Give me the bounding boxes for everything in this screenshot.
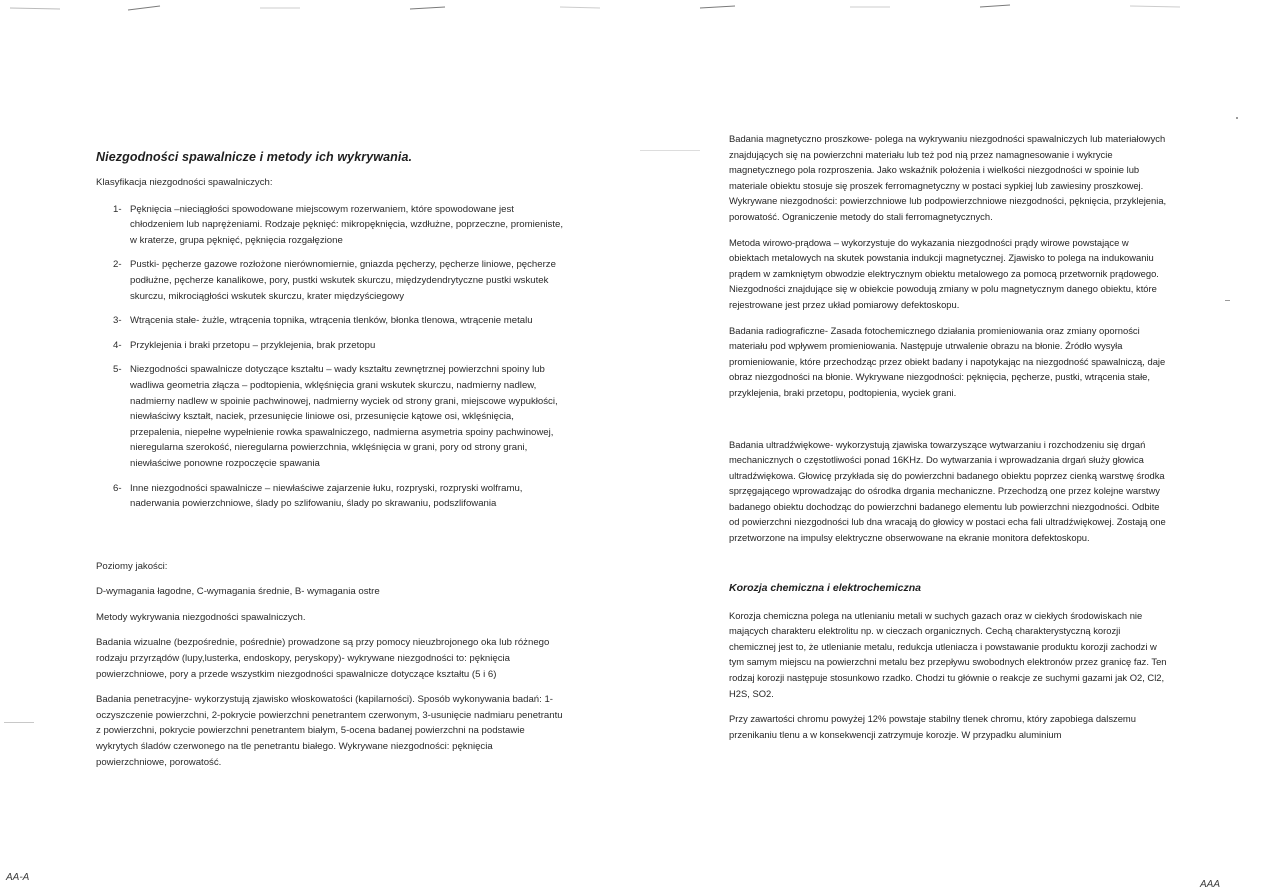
left-page-number: AA-A xyxy=(6,872,30,883)
list-item xyxy=(96,202,566,249)
document-title: Niezgodności spawalnicze i metody ich wykrywania. xyxy=(96,150,413,164)
list-item xyxy=(96,362,566,471)
scan-edge-marks xyxy=(0,0,1267,20)
classification-intro: Klasyfikacja niezgodności spawalniczych: xyxy=(96,177,273,188)
list-item-text: Niezgodności spawalnicze dotyczące kształtu – wady kształtu zewnętrznej powierzchni spoiny lub wadliwa geometria złącza – podtopienia, wklęśnięcia grani wskutek skurczu, nadmierny nadlew, nadmierny nadlew w spoinie pachwinowej, nadmierny wyciek od strony grani, miejscowe wypukłości, niewłaściwy kształt, naciek, przesunięcie liniowe osi, przesunięcie kątowe osi, wklęśnięcia, przepalenia, niepełne wypełnienie rowka spawalniczego, nadmierna asymetria spoiny pachwinowej, nieregularna szerokość, nieregularna powierzchnia, wklęśnięcia w grani, pory od strony grani, niewłaściwe ponowne rozpoczęcie spawania xyxy=(130,364,558,469)
list-item-number: 5- xyxy=(113,364,122,376)
magnetic-tests-paragraph: Badania magnetyczno proszkowe- polega na wykrywaniu niezgodności spawalniczych lub materiałowych znajdujących się na powierzchni materiału lub też pod nią przez namagnesowanie i wykrycie magnetycznego pola rozproszenia. Jako wskaźnik położenia i wielkości niezgodności w spoinie lub materiale obiektu stosuje się proszek ferromagnetyczny w postaci sypkiej lub zawiesiny proszkowej. Wykrywane niezgodności: powierzchniowe lub podpowierzchniowe niezgodności, pęknięcia, przyklejenia, porowatość. Ograniczenie metody do stali ferromagnetycznych. xyxy=(729,133,1167,222)
list-item-text: Wtrącenia stałe- żużle, wtrącenia topnika, wtrącenia tlenków, błonka tlenowa, wtrącenie metalu xyxy=(130,315,533,327)
scan-speck xyxy=(4,722,34,723)
chromium-paragraph: Przy zawartości chromu powyżej 12% powstaje stabilny tlenek chromu, który zapobiega dalszemu przenikaniu tlenu a w konsekwencji zatrzymuje korozje. W przypadku aluminium xyxy=(729,713,1136,740)
list-item-text: Przyklejenia i braki przetopu – przyklejenia, brak przetopu xyxy=(130,339,376,351)
eddy-current-paragraph: Metoda wirowo-prądowa – wykorzystuje do wykazania niezgodności prądy wirowe powstające w obiektach metalowych na skutek powstania indukcji magnetycznej. Zjawisko to polega na indukowaniu prądem w zamkniętym obwodzie elektrycznym obiektu metalowego za pomocą przetwornik prądowego. Niezgodności znajdujące się w obiekcie powodują zmiany w polu magnetycznym danego obiektu, które rejestrowane jest przez układ pomiarowy defektoskopu. xyxy=(729,236,1159,310)
list-item-number: 1- xyxy=(113,203,122,215)
methods-heading: Metody wykrywania niezgodności spawalniczych. xyxy=(96,611,306,623)
list-item-number: 3- xyxy=(113,315,122,327)
quality-levels-heading: Poziomy jakości: xyxy=(96,560,168,572)
defect-classification-list xyxy=(96,202,566,512)
right-page xyxy=(729,131,1169,742)
ultrasonic-paragraph: Badania ultradźwiękowe- wykorzystują zjawiska towarzyszące wytwarzaniu i rozchodzeniu się drgań mechanicznych o częstotliwości ponad 16KHz. Do wytwarzania i wprowadzania drgań służy głowica ultradźwiękowa. Głowicę przykłada się do powierzchni badanego obiektu poprzez cienką warstwę środka sprzęgającego wprowadzając do ośrodka drgania mechaniczne. Przechodzą one przez kolejne warstwy badanego obiektu dochodząc do powierzchni badanego elementu lub powierzchni niezgodności. Odbite od powierzchni niezgodności lub dna wracają do głowicy w postaci echa fali ultradźwiękowej. Zostają one przetworzone na impulsy elektryczne obserwowane na ekranie monitora defektoskopu. xyxy=(729,438,1166,544)
right-page-number: AAA xyxy=(1200,879,1221,890)
list-item xyxy=(96,338,566,354)
corrosion-section-title: Korozja chemiczna i elektrochemiczna xyxy=(729,581,921,594)
scan-speck xyxy=(640,150,700,151)
list-item xyxy=(96,481,566,512)
radiographic-paragraph: Badania radiograficzne- Zasada fotochemicznego działania promieniowania oraz zmiany oporności materiału pod wpływem promieniowania. Następuje utrwalenie obrazu na błonie. Źródło wysyła promieniowanie, które przechodząc przez obiekt badany i napotykając na niezgodność spawalniczą, daje obraz niezgodności na błonie. Wykrywane niezgodności: pęknięcia, pęcherze, pustki, wtrącenia stałe, przyklejenia, braki przetopu, podtopienia, wyciek grani. xyxy=(729,324,1166,398)
quality-levels-text: D-wymagania łagodne, C-wymagania średnie, B- wymagania ostre xyxy=(96,586,380,598)
list-item xyxy=(96,257,566,304)
scan-speck xyxy=(1236,117,1238,119)
list-item-number: 4- xyxy=(113,339,122,351)
visual-tests-paragraph: Badania wizualne (bezpośrednie, pośrednie) prowadzone są przy pomocy nieuzbrojonego oka lub różnego rodzaju przyrządów (lupy,lusterka, endoskopy, peryskopy)- wykrywane niezgodności to: pęknięcia powierzchniowe, pory a przede wszystkim niezgodności spawalnicze dotyczące kształtu (5 i 6) xyxy=(96,637,550,680)
left-page xyxy=(96,150,566,770)
scan-speck xyxy=(1225,300,1230,301)
list-item-number: 2- xyxy=(113,259,122,271)
list-item xyxy=(96,313,566,329)
list-item-number: 6- xyxy=(113,482,122,494)
list-item-text: Pustki- pęcherze gazowe rozłożone nierównomiernie, gniazda pęcherzy, pęcherze liniowe, pęcherze podłużne, pęcherze kanalikowe, pory, pustki wskutek skurczu, międzydendrytyczne pustki wskutek skurczu, mikrociągłości wskutek skurczu, krater międzyściegowy xyxy=(130,259,556,302)
list-item-text: Pęknięcia –nieciągłości spowodowane miejscowym rozerwaniem, które spowodowane jest chłodzeniem lub naprężeniami. Rodzaje pęknięć: mikropęknięcia, wzdłużne, poprzeczne, promieniste, w kraterze, grupa pęknięć, pęknięcia rozgałęzione xyxy=(130,203,564,246)
penetrant-tests-paragraph: Badania penetracyjne- wykorzystują zjawisko włoskowatości (kapilarności). Sposób wykonywania badań: 1-oczyszczenie powierzchni, 2-pokrycie powierzchni penetrantem czerwonym, 3-usunięcie nadmiaru penetrantu z powierzchni, pokrycie powierzchni penetrantem białym, 5-ocena badanej powierzchni na podstawie wykrytych śladów czerwonego na tle penetrantu białego. Wykrywane niezgodności: pęknięcia powierzchniowe, porowatość. xyxy=(96,694,563,768)
corrosion-paragraph: Korozja chemiczna polega na utlenianiu metali w suchych gazach oraz w ciekłych środowiskach nie mających charakteru elektrolitu np. w cieczach organicznych. Cechą charakterystyczną korozji chemicznej jest to, że utlenianie metalu, redukcja utleniacza i powstawanie produktu korozji zachodzi w tym samym miejscu na powierzchni metalu bez przepływu swobodnych elektronów przez granicę faz. Ten rodzaj korozji następuje stosunkowo rzadko. Chodzi tu głównie o reakcje ze suchymi gazami jak O2, Cl2, H2S, SO2. xyxy=(729,609,1167,699)
list-item-text: Inne niezgodności spawalnicze – niewłaściwe zajarzenie łuku, rozpryski, rozpryski wolframu, naderwania powierzchniowe, ślady po szlifowaniu, ślady po skrawaniu, podszlifowania xyxy=(130,482,523,510)
